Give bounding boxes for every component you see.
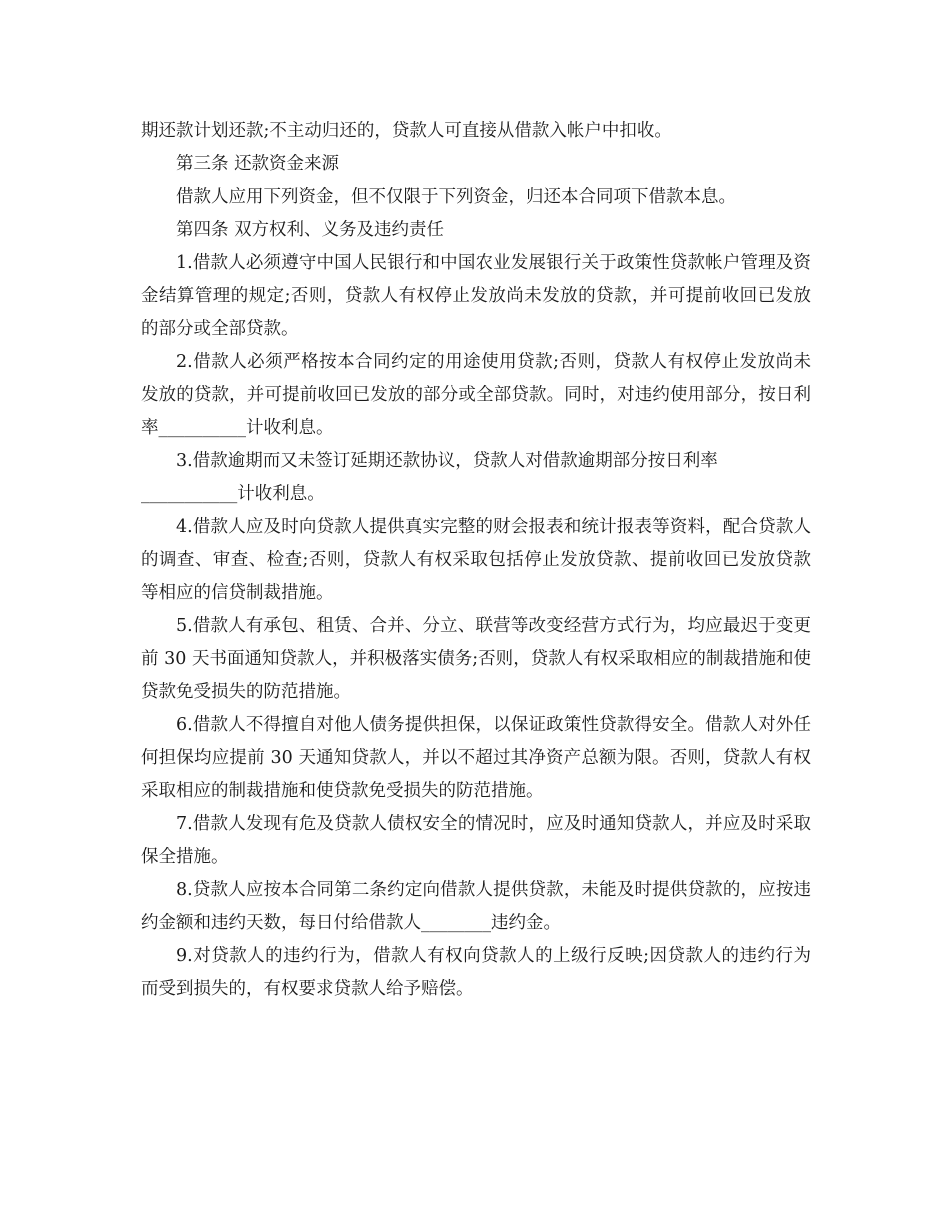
clause-3-line-2: ___________计收利息。 bbox=[141, 484, 325, 504]
clause-4: 4.借款人应及时向贷款人提供真实完整的财会报表和统计报表等资料，配合贷款人的调查、审查、检查;否则，贷款人有权采取包括停止发放贷款、提前收回已发放贷款等相应的信贷制裁措施。 bbox=[141, 517, 811, 603]
article-3-heading: 第三条 还款资金来源 bbox=[176, 154, 340, 174]
clause-8: 8.贷款人应按本合同第二条约定向借款人提供贷款，未能及时提供贷款的，应按违约金额和违约天数，每日付给借款人________违约金。 bbox=[141, 880, 811, 933]
document-body bbox=[141, 115, 811, 1006]
clause-1: 1.借款人必须遵守中国人民银行和中国农业发展银行关于政策性贷款帐户管理及资金结算管理的规定;否则，贷款人有权停止发放尚未发放的贷款，并可提前收回已发放的部分或全部贷款。 bbox=[141, 253, 811, 339]
clause-9: 9.对贷款人的违约行为，借款人有权向贷款人的上级行反映;因贷款人的违约行为而受到损失的，有权要求贷款人给予赔偿。 bbox=[141, 946, 811, 999]
clause-2: 2.借款人必须严格按本合同约定的用途使用贷款;否则，贷款人有权停止发放尚未发放的贷款，并可提前收回已发放的部分或全部贷款。同时，对违约使用部分，按日利率__________计收利息。 bbox=[141, 352, 811, 438]
paragraph-continuation: 期还款计划还款;不主动归还的，贷款人可直接从借款入帐户中扣收。 bbox=[141, 121, 672, 141]
clause-5: 5.借款人有承包、租赁、合并、分立、联营等改变经营方式行为，均应最迟于变更前 30 天书面通知贷款人，并积极落实债务;否则，贷款人有权采取相应的制裁措施和使贷款免受损失的防范措施。 bbox=[141, 616, 811, 702]
clause-3-line-1: 3.借款逾期而又未签订延期还款协议，贷款人对借款逾期部分按日利率 bbox=[176, 451, 718, 471]
article-3-text: 借款人应用下列资金，但不仅限于下列资金，归还本合同项下借款本息。 bbox=[176, 187, 736, 207]
article-4-heading: 第四条 双方权利、义务及违约责任 bbox=[176, 220, 445, 240]
clause-7: 7.借款人发现有危及贷款人债权安全的情况时，应及时通知贷款人，并应及时采取保全措施。 bbox=[141, 814, 811, 867]
clause-6: 6.借款人不得擅自对他人债务提供担保，以保证政策性贷款得安全。借款人对外任何担保均应提前 30 天通知贷款人，并以不超过其净资产总额为限。否则，贷款人有权采取相应的制裁措施和使贷款免受损失的防范措施。 bbox=[141, 715, 811, 801]
